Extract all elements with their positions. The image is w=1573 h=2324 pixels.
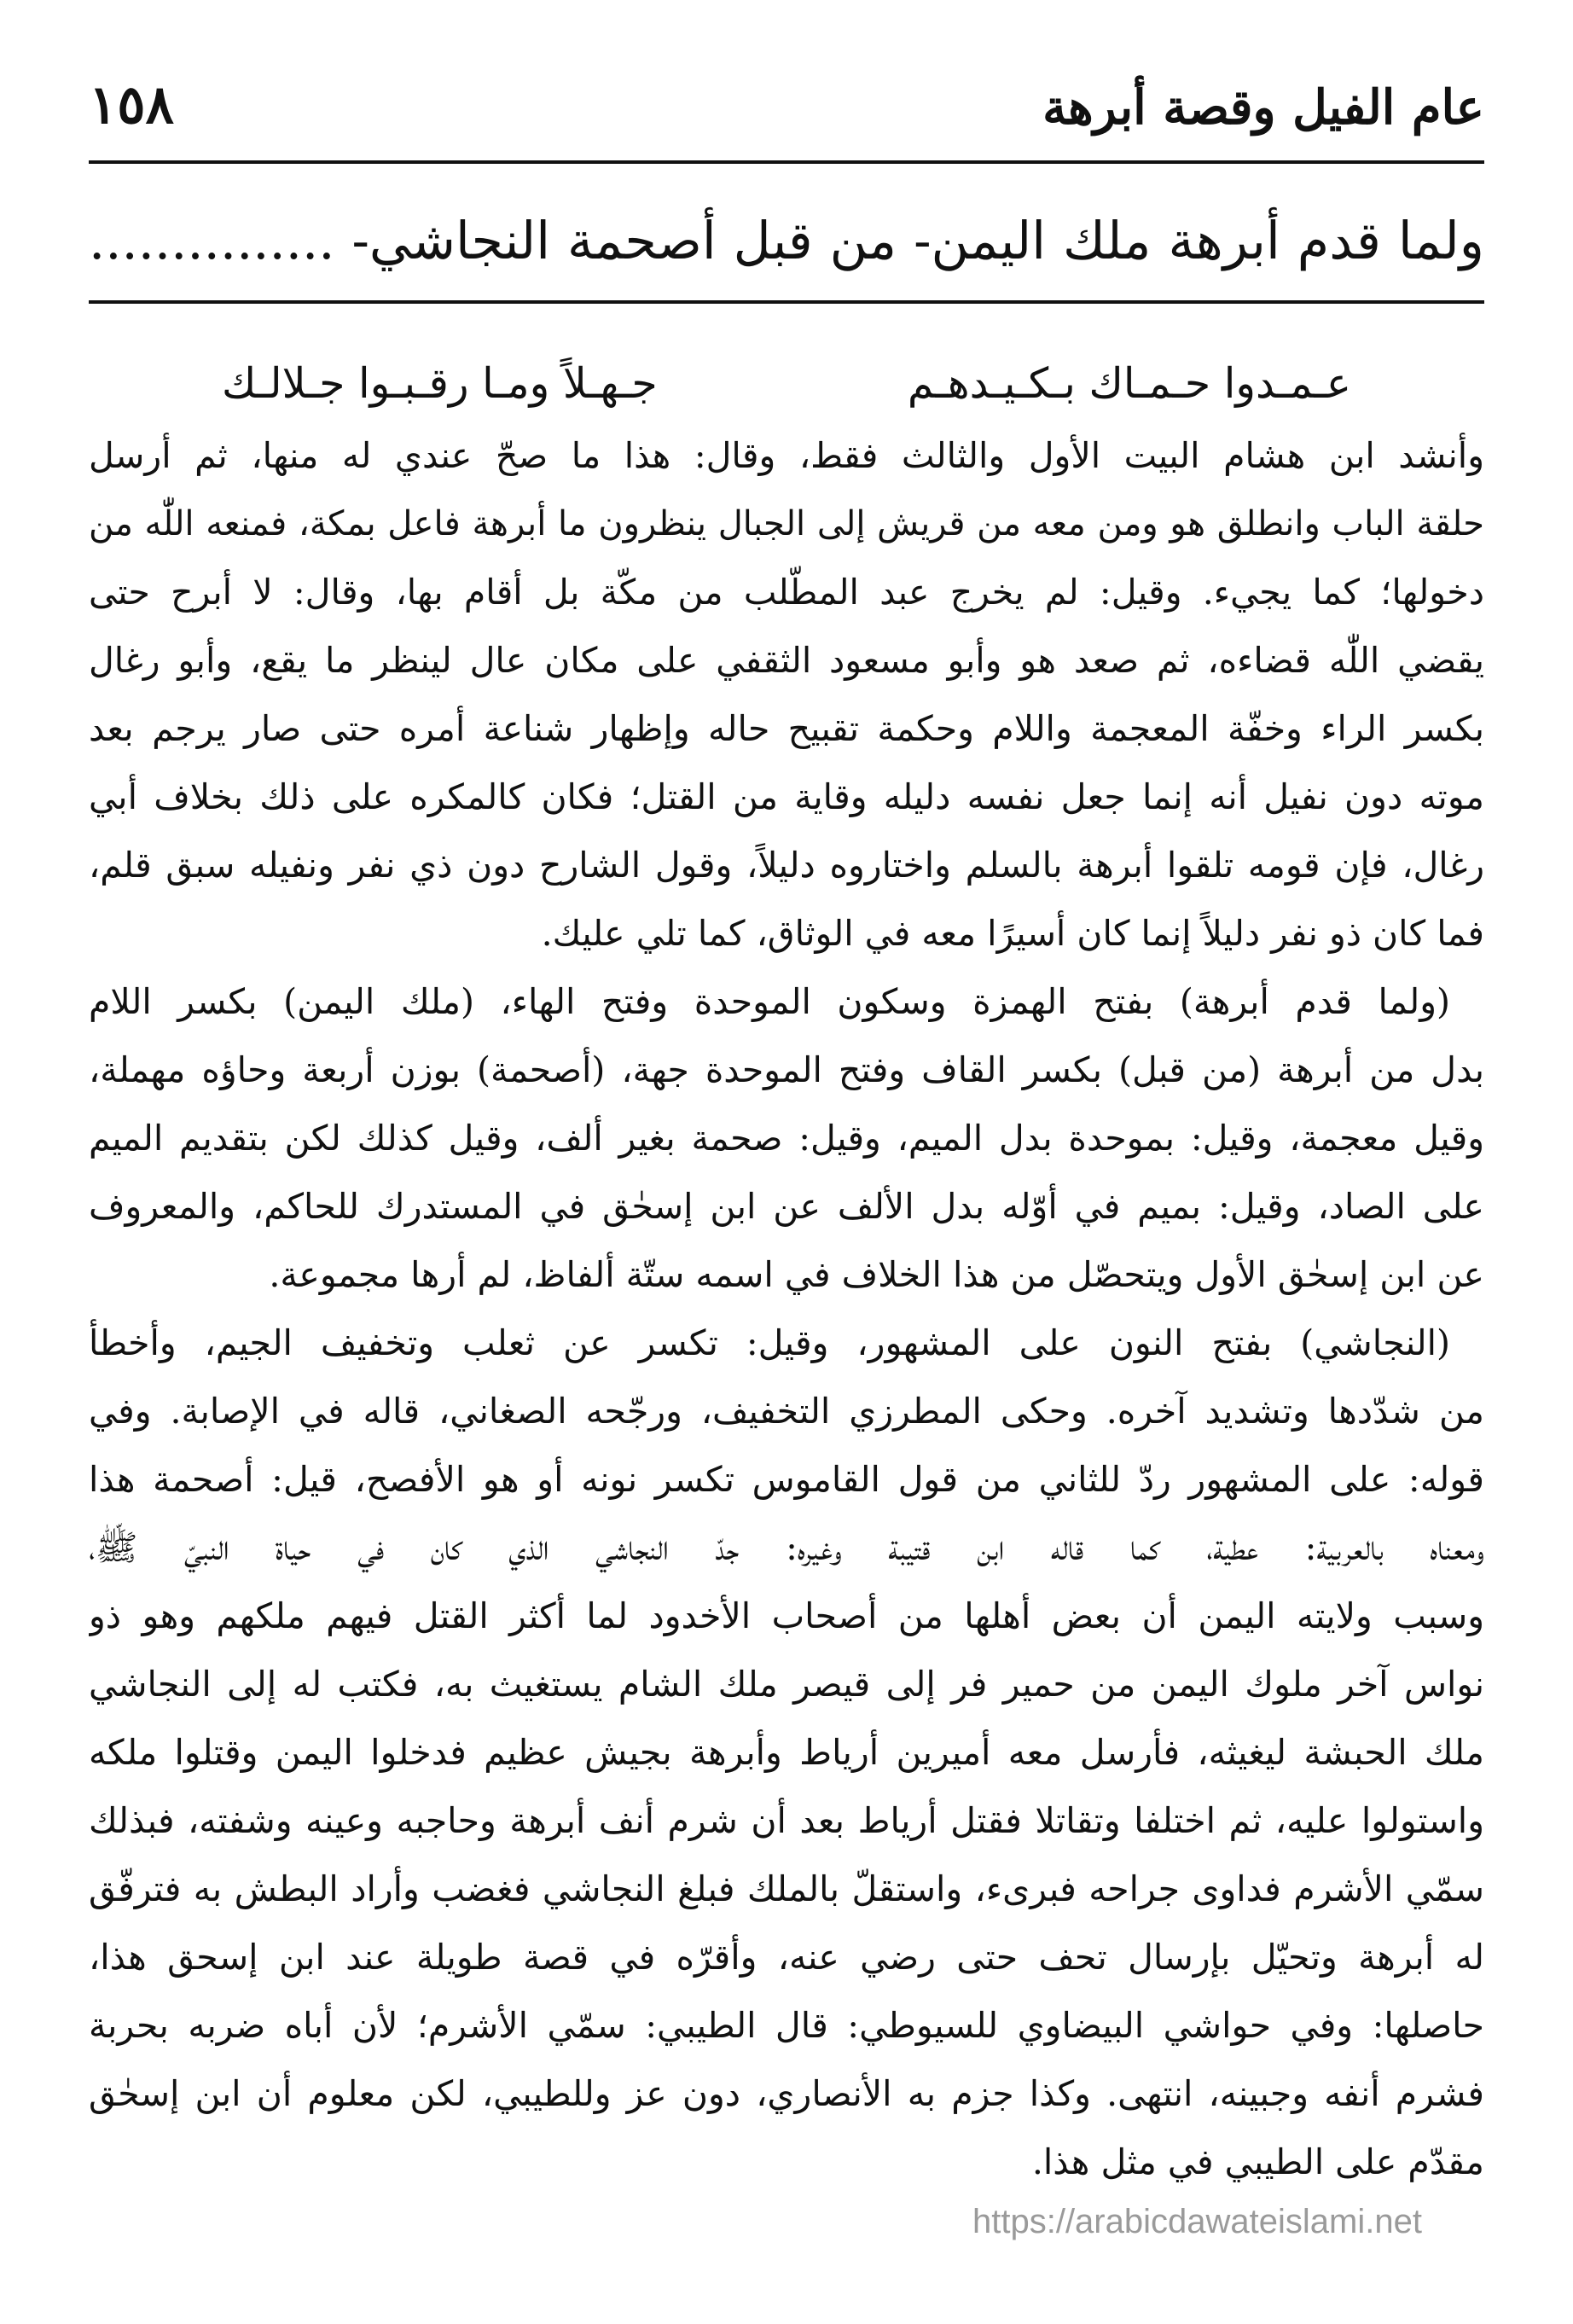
text-line: مقدّم على الطيبي في مثل هذا.: [1031, 2141, 1484, 2182]
text-line: من شدّدها وتشديد آخره. وحكى المطرزي التخفيف، ورجّحه الصغاني، قاله في الإصابة. وفي: [89, 1391, 1484, 1432]
text-line: وسبب ولايته اليمن أن بعض أهلها من أصحاب الأخدود لما أكثر القتل فيهم ملكهم وهو ذو: [89, 1595, 1484, 1636]
running-title: عام الفيل وقصة أبرهة: [1042, 79, 1484, 136]
matn-line: ولما قدم أبرهة ملك اليمن- من قبل أصحمة النجاشي- ...............: [89, 212, 1484, 271]
verse-first-hemistich: عـمـدوا حـمـاك بـكـيـدهـم: [907, 359, 1351, 408]
text-line: فشرم أنفه وجبينه، انتهى. وكذا جزم به الأنصاري، دون عز وللطيبي، لكن معلوم أن ابن إسحٰق: [89, 2073, 1484, 2114]
text-line: حلقة الباب وانطلق هو ومن معه من قريش إلى الجبال ينظرون ما أبرهة فاعل بمكة، فمنعه اللّٰه من: [89, 504, 1484, 543]
verse-second-hemistich: جـهـلاً ومـا رقـبـوا جـلالـك: [222, 359, 658, 408]
text-line: فما كان ذو نفر دليلاً إنما كان أسيرًا معه في الوثاق، كما تلي عليك.: [541, 913, 1484, 954]
text-line: موته دون نفيل أنه إنما جعل نفسه دليله وقاية من القتل؛ فكان كالمكره على ذلك بخلاف أبي: [89, 776, 1484, 817]
matn-rule: [89, 300, 1484, 304]
text-line: له أبرهة وتحيّل بإرسال تحف حتى رضي عنه، وأقرّه في قصة طويلة عند ابن إسحق هذا،: [89, 1937, 1484, 1978]
text-line: (النجاشي) بفتح النون على المشهور، وقيل: تكسر عن ثعلب وتخفيف الجيم، وأخطأ: [89, 1322, 1450, 1363]
text-line: دخولها؛ كما يجيء. وقيل: لم يخرج عبد المطّلب من مكّة بل أقام بها، وقال: لا أبرح حتى: [89, 572, 1484, 613]
header-rule: [89, 160, 1484, 164]
text-line: وقيل معجمة، وقيل: بموحدة بدل الميم، وقيل: صحمة بغير ألف، وقيل كذلك لكن بتقديم الميم: [89, 1118, 1484, 1159]
text-line: (ولما قدم أبرهة) بفتح الهمزة وسكون الموحدة وفتح الهاء، (ملك اليمن) بكسر اللام: [89, 981, 1450, 1022]
text-line: ومعناه بالعربية: عطية، كما قاله ابن قتيبة وغيره: جدّ النجاشي الذي كان في حياة النبيّ ﷺ،: [89, 1527, 1484, 1568]
page-number: ١٥٨: [89, 73, 174, 136]
text-line: قوله: على المشهور ردّ للثاني من قول القاموس تكسر نونه أو هو الأفصح، قيل: أصحمة هذا: [89, 1459, 1484, 1500]
text-line: سمّي الأشرم فداوى جراحه فبرىء، واستقلّ بالملك فبلغ النجاشي فغضب وأراد البطش به فترفّق: [89, 1868, 1484, 1909]
text-line: نواس آخر ملوك اليمن من حمير فر إلى قيصر ملك الشام يستغيث به، فكتب له إلى النجاشي: [89, 1664, 1484, 1705]
text-line: يقضي اللّٰه قضاءه، ثم صعد هو وأبو مسعود الثقفي على مكان عال لينظر ما يقع، وأبو رغال: [89, 640, 1484, 681]
text-line: بدل من أبرهة (من قبل) بكسر القاف وفتح الموحدة جهة، (أصحمة) بوزن أربعة وحاؤه مهملة،: [89, 1049, 1484, 1090]
text-line: وأنشد ابن هشام البيت الأول والثالث فقط، وقال: هذا ما صحّ عندي له منها، ثم أرسل: [89, 435, 1484, 476]
text-line: واستولوا عليه، ثم اختلفا وتقاتلا فقتل أرياط بعد أن شرم أنف أبرهة وحاجبه وعينه وشفته، فبذلك: [89, 1800, 1484, 1841]
text-line: ملك الحبشة ليغيثه، فأرسل معه أميرين أرياط وأبرهة بجيش عظيم فدخلوا اليمن وقتلوا ملكه: [89, 1732, 1484, 1773]
watermark-url: https://arabicdawateislami.net: [972, 2203, 1422, 2240]
text-line: عن ابن إسحٰق الأول ويتحصّل من هذا الخلاف في اسمه ستّة ألفاظ، لم أرها مجموعة.: [269, 1254, 1484, 1295]
running-head: [89, 75, 1484, 157]
poetry-verse: [222, 350, 1351, 418]
text-line: بكسر الراء وخفّة المعجمة واللام وحكمة تقبيح حاله وإظهار شناعة أمره حتى صار يرجم بعد: [89, 708, 1484, 749]
text-line: رغال، فإن قومه تلقوا أبرهة بالسلم واختاروه دليلاً، وقول الشارح دون ذي نفر ونفيله سبق قلم،: [89, 845, 1484, 886]
text-line: حاصلها: وفي حواشي البيضاوي للسيوطي: قال الطيبي: سمّي الأشرم؛ لأن أباه ضربه بحربة: [89, 2005, 1484, 2046]
commentary-body: [89, 421, 1484, 2196]
text-line: على الصاد، وقيل: بميم في أوّله بدل الألف عن ابن إسحٰق في المستدرك للحاكم، والمعروف: [89, 1186, 1484, 1227]
